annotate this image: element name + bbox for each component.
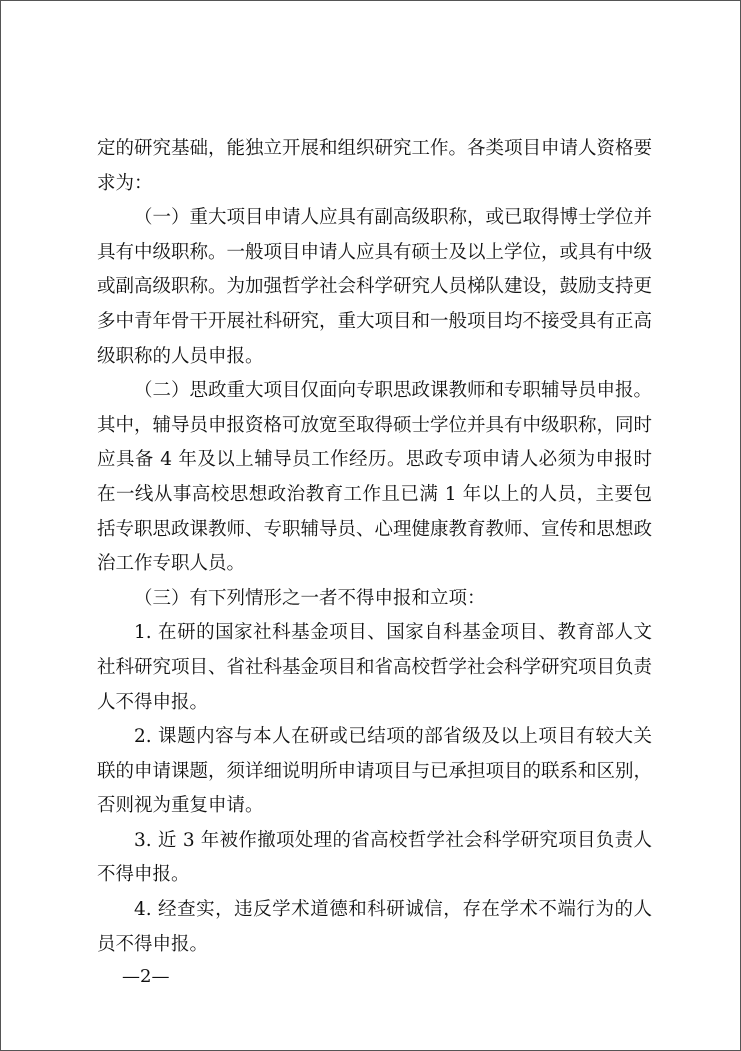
page-number: —2— — [122, 966, 170, 987]
paragraph-continuation: 定的研究基础，能独立开展和组织研究工作。各类项目申请人资格要求为： — [97, 138, 653, 194]
body-text — [97, 132, 652, 962]
paragraph-item-1: （一）重大项目申请人应具有副高级职称，或已取得博士学位并具有中级职称。一般项目申请人应具有硕士及以上学位，或具有中级或副高级职称。为加强哲学社会科学研究人员梯队建设，鼓励支持更多中青年骨干开展社科研究，重大项目和一般项目均不接受具有正高级职称的人员申报。 — [97, 207, 653, 367]
paragraph-subitem-1: 1. 在研的国家社科基金项目、国家自科基金项目、教育部人文社科研究项目、省社科基金项目和省高校哲学社会科学研究项目负责人不得申报。 — [97, 622, 653, 713]
paragraph-item-2: （二）思政重大项目仅面向专职思政课教师和专职辅导员申报。其中，辅导员申报资格可放宽至取得硕士学位并具有中级职称，同时应具备 4 年及以上辅导员工作经历。思政专项申请人必须为申报时在一线从事高校思想政治教育工作且已满 1 年以上的人员，主要包括专职思政课教师、专职辅导员、心理健康教育教师、宣传和思想政治工作专职人员。 — [97, 380, 653, 575]
paragraph-subitem-4: 4. 经查实，违反学术道德和科研诚信，存在学术不端行为的人员不得申报。 — [97, 899, 652, 955]
paragraph-subitem-3: 3. 近 3 年被作撤项处理的省高校哲学社会科学研究项目负责人不得申报。 — [97, 829, 652, 886]
paragraph-item-3: （三）有下列情形之一者不得申报和立项： — [134, 587, 486, 609]
paragraph-subitem-2: 2. 课题内容与本人在研或已结项的部省级及以上项目有较大关联的申请课题，须详细说明所申请项目与已承担项目的联系和区别，否则视为重复申请。 — [97, 726, 653, 817]
